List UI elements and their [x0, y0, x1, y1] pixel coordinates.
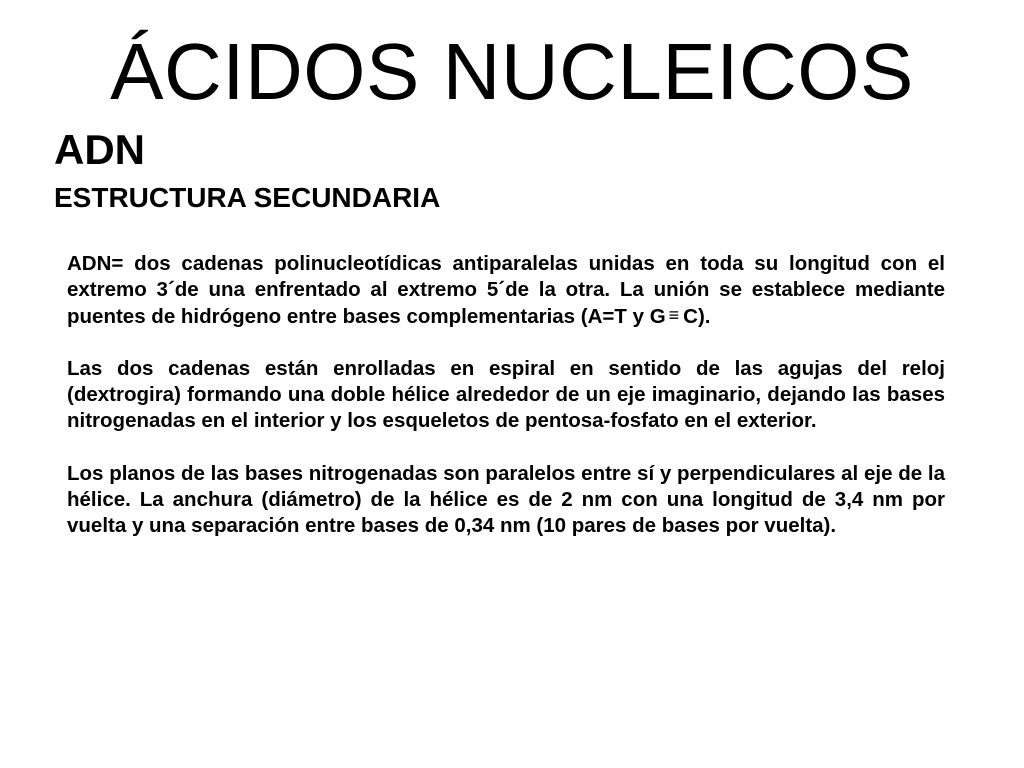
paragraph-helix: Las dos cadenas están enrolladas en espiral en sentido de las agujas del reloj (dextrogira) formando una doble hélice alrededor de un eje imaginario, dejando las bases nitrogenadas en el interior y los esqueletos de pentosa-fosfato en el exterior. [67, 356, 945, 433]
paragraph-definition [67, 251, 945, 330]
paragraph-dimensions: Los planos de las bases nitrogenadas son paralelos entre sí y perpendiculares al eje de la hélice. La anchura (diámetro) de la hélice es de 2 nm con una longitud de 3,4 nm por vuelta y una separación entre bases de 0,34 nm (10 pares de bases por vuelta). [67, 461, 945, 538]
section-heading: ESTRUCTURA SECUNDARIA [54, 182, 441, 213]
body-text [67, 251, 945, 566]
paragraph-definition-end: C). [683, 304, 711, 328]
slide-subtitle: ADN [54, 126, 145, 173]
slide-title: ÁCIDOS NUCLEICOS [110, 27, 914, 116]
paragraph-definition-text: ADN= dos cadenas polinucleotídicas antiparalelas unidas en toda su longitud con el extremo 3´de una enfrentado al extremo 5´de la otra. La unión se establece mediante puentes de hidrógeno entre bases complementarias (A=T y G [67, 252, 945, 328]
triple-bond-symbol: ≡ [668, 304, 680, 325]
